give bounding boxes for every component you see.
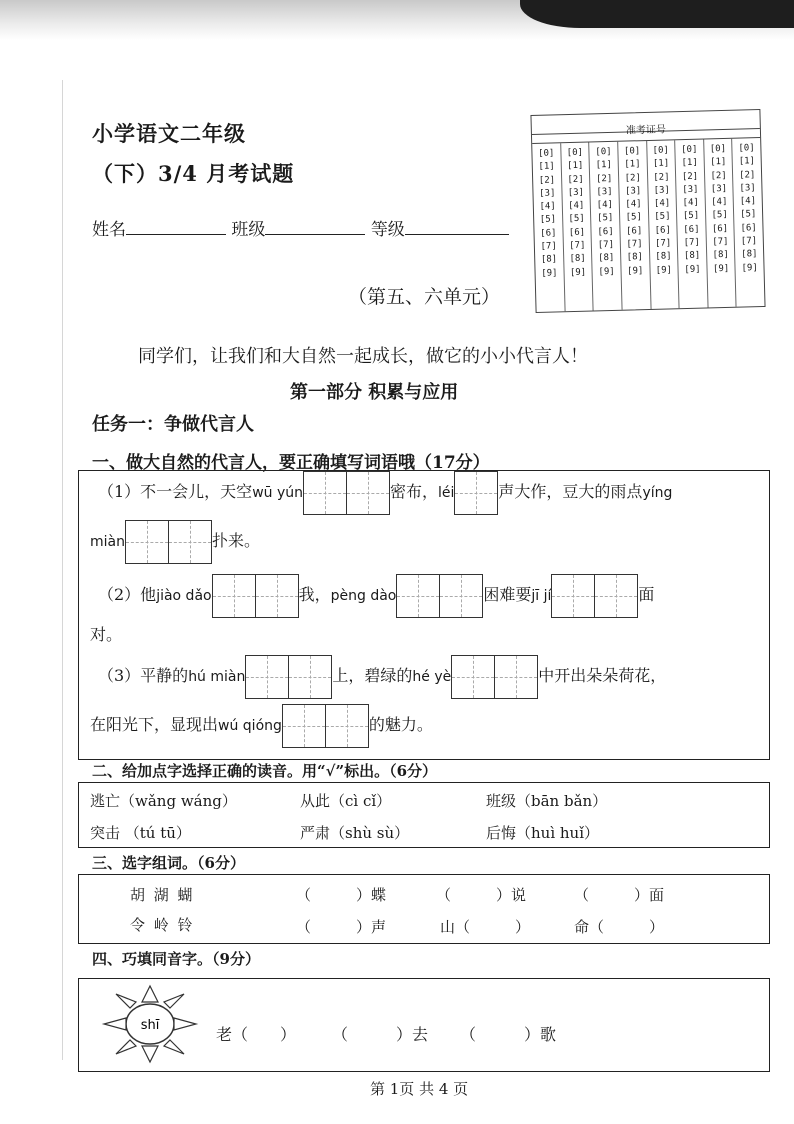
- q1-line-6: 在阳光下，显现出wú qióng 的魅力。: [90, 703, 433, 748]
- part-heading: 第一部分 积累与应用: [290, 382, 459, 403]
- grade-blank[interactable]: [405, 218, 509, 235]
- exam-id-digit[interactable]: [6]: [597, 226, 614, 238]
- exam-id-digit[interactable]: [9]: [741, 262, 758, 274]
- exam-id-digit[interactable]: [8]: [683, 251, 701, 262]
- exam-id-digit[interactable]: [4]: [539, 201, 556, 213]
- paper-edge: [62, 80, 63, 1060]
- exam-id-digit[interactable]: [5]: [596, 213, 614, 224]
- exam-id-digit[interactable]: [3]: [653, 185, 671, 196]
- exam-id-column[interactable]: [532, 143, 565, 312]
- exam-id-digit[interactable]: [9]: [655, 265, 673, 276]
- sun-icon: [100, 982, 200, 1066]
- exam-id-digit[interactable]: [1]: [710, 157, 727, 168]
- task-heading: 任务一：争做代言人: [92, 414, 254, 435]
- exam-id-digit[interactable]: [8]: [712, 250, 730, 261]
- exam-id-digit[interactable]: [5]: [539, 214, 557, 226]
- q3-blank[interactable]: （ ）面: [574, 886, 665, 904]
- exam-id-digit[interactable]: [3]: [567, 187, 585, 198]
- char-box[interactable]: [551, 574, 595, 618]
- student-info-line: [92, 215, 509, 240]
- exam-id-digit[interactable]: [4]: [625, 199, 642, 210]
- exam-id-digit[interactable]: [1]: [681, 157, 698, 169]
- exam-id-title: 准考证号: [531, 110, 759, 135]
- q1-line-5: （3）平静的hú miàn 上，碧绿的hé yè 中开出朵朵荷花，: [98, 654, 666, 699]
- char-box[interactable]: [303, 471, 347, 515]
- exam-id-digit[interactable]: [2]: [653, 172, 670, 183]
- sun-pinyin: shī: [140, 1018, 160, 1033]
- exam-id-digit[interactable]: [1]: [652, 158, 670, 170]
- exam-id-digit[interactable]: [0]: [623, 146, 641, 157]
- name-label: 姓名: [92, 220, 126, 240]
- exam-id-digit[interactable]: [5]: [740, 209, 757, 221]
- exam-id-digit[interactable]: [8]: [569, 254, 586, 265]
- intro-text: 同学们，让我们和大自然一起成长，做它的小小代言人！: [138, 346, 588, 367]
- exam-id-digit[interactable]: [8]: [598, 253, 615, 264]
- exam-id-digit[interactable]: [2]: [681, 171, 699, 182]
- exam-id-digit[interactable]: [2]: [567, 174, 584, 185]
- char-box[interactable]: [212, 574, 256, 618]
- exam-id-digit[interactable]: [7]: [712, 236, 729, 248]
- page-subtitle: （下）3/4 月考试题: [92, 161, 295, 186]
- q2-item[interactable]: 突击 （tú tū）: [90, 824, 191, 842]
- q1-heading: 一、做大自然的代言人，要正确填写词语哦（17分）: [92, 453, 490, 473]
- exam-id-digit[interactable]: [4]: [596, 200, 614, 211]
- exam-id-digit[interactable]: [6]: [568, 227, 586, 238]
- exam-id-digit[interactable]: [8]: [626, 252, 644, 263]
- q2-item[interactable]: 班级（bān bǎn）: [486, 792, 608, 810]
- char-box[interactable]: [396, 574, 440, 618]
- exam-id-digit[interactable]: [7]: [626, 239, 643, 250]
- exam-id-digit[interactable]: [0]: [595, 146, 612, 158]
- exam-id-digit[interactable]: [3]: [682, 184, 699, 195]
- q3-blank[interactable]: （ ）声: [296, 918, 387, 936]
- exam-id-digit[interactable]: [4]: [711, 197, 728, 208]
- exam-id-digit[interactable]: [2]: [624, 172, 642, 184]
- char-box[interactable]: [282, 704, 326, 748]
- exam-id-digit[interactable]: [9]: [569, 267, 587, 278]
- q3-blank[interactable]: 命（ ）: [574, 918, 665, 936]
- exam-id-digit[interactable]: [8]: [655, 251, 672, 263]
- exam-id-digit[interactable]: [1]: [566, 160, 584, 172]
- q4-blank[interactable]: 老（ ）: [216, 1025, 297, 1044]
- exam-id-column[interactable]: [618, 141, 651, 310]
- char-box[interactable]: [454, 471, 498, 515]
- q2-item[interactable]: 严肃（shù sù）: [300, 824, 410, 842]
- exam-id-grid: [530, 109, 765, 313]
- char-box[interactable]: [595, 574, 638, 618]
- exam-id-column[interactable]: [704, 139, 737, 308]
- exam-id-digit[interactable]: [4]: [568, 200, 585, 212]
- exam-id-column[interactable]: [675, 140, 708, 309]
- class-label: 班级: [231, 220, 266, 240]
- q4-blank[interactable]: （ ）歌: [460, 1025, 557, 1044]
- exam-id-digit[interactable]: [1]: [738, 156, 756, 167]
- exam-id-digit[interactable]: [1]: [538, 161, 555, 173]
- q1-line-4: 对。: [90, 625, 123, 644]
- exam-id-digit[interactable]: [6]: [654, 225, 672, 236]
- exam-id-digit[interactable]: [6]: [683, 224, 700, 235]
- exam-id-digit[interactable]: [8]: [741, 249, 758, 260]
- exam-id-digit[interactable]: [3]: [710, 183, 728, 195]
- char-box[interactable]: [169, 520, 212, 564]
- q2-item[interactable]: 逃亡（wǎng wáng）: [90, 792, 237, 810]
- exam-id-digit[interactable]: [5]: [682, 211, 700, 222]
- exam-id-columns: [532, 138, 764, 312]
- exam-id-digit[interactable]: [6]: [540, 228, 557, 239]
- q3-blank[interactable]: 山（ ）: [440, 918, 531, 936]
- exam-id-digit[interactable]: [5]: [625, 212, 643, 224]
- page-title: 小学语文二年级: [92, 121, 246, 146]
- exam-id-digit[interactable]: [7]: [540, 241, 557, 252]
- exam-id-digit[interactable]: [3]: [624, 186, 642, 197]
- page-footer: 第 1页 共 4 页: [370, 1080, 469, 1098]
- grade-label: 等级: [370, 220, 405, 240]
- exam-id-digit[interactable]: [0]: [538, 148, 555, 159]
- char-box[interactable]: [289, 655, 332, 699]
- q1-line-2: miàn 扑来。: [90, 519, 260, 564]
- exam-id-digit[interactable]: [9]: [541, 268, 558, 279]
- exam-id-digit[interactable]: [5]: [568, 214, 585, 225]
- exam-id-digit[interactable]: [2]: [739, 169, 756, 181]
- char-box[interactable]: [125, 520, 169, 564]
- exam-id-digit[interactable]: [1]: [624, 159, 641, 170]
- exam-id-digit[interactable]: [2]: [710, 170, 727, 181]
- q4-heading: 四、巧填同音字。（9分）: [92, 950, 260, 968]
- q4-blank[interactable]: （ ）去: [332, 1025, 429, 1044]
- char-box[interactable]: [451, 655, 495, 699]
- exam-id-column[interactable]: [647, 140, 680, 309]
- exam-id-column[interactable]: [561, 143, 594, 312]
- exam-id-digit[interactable]: [9]: [598, 266, 615, 277]
- char-box[interactable]: [256, 574, 299, 618]
- exam-id-digit[interactable]: [4]: [653, 198, 671, 210]
- exam-id-digit[interactable]: [2]: [538, 175, 556, 186]
- exam-id-digit[interactable]: [0]: [681, 144, 698, 156]
- exam-id-digit[interactable]: [0]: [652, 145, 669, 156]
- exam-id-digit[interactable]: [6]: [711, 223, 729, 235]
- exam-id-column[interactable]: [733, 138, 765, 307]
- char-box[interactable]: [347, 471, 390, 515]
- q2-item[interactable]: 从此（cì cǐ）: [300, 792, 392, 810]
- exam-id-digit[interactable]: [9]: [684, 264, 701, 275]
- exam-id-digit[interactable]: [6]: [625, 225, 643, 237]
- scan-dark-corner: [520, 0, 794, 28]
- char-box[interactable]: [245, 655, 289, 699]
- exam-id-digit[interactable]: [0]: [738, 143, 755, 154]
- exam-id-digit[interactable]: [9]: [712, 263, 730, 274]
- exam-id-digit[interactable]: [4]: [682, 197, 699, 209]
- class-blank[interactable]: [265, 218, 365, 235]
- exam-id-digit[interactable]: [5]: [711, 210, 728, 221]
- exam-id-digit[interactable]: [3]: [596, 186, 613, 198]
- exam-id-digit[interactable]: [7]: [597, 239, 615, 251]
- exam-id-digit[interactable]: [7]: [654, 238, 672, 249]
- unit-label: （第五、六单元）: [348, 286, 501, 308]
- exam-id-digit[interactable]: [7]: [569, 240, 586, 252]
- exam-id-digit[interactable]: [4]: [739, 196, 757, 207]
- exam-id-digit[interactable]: [2]: [595, 173, 613, 184]
- exam-id-digit[interactable]: [0]: [566, 147, 584, 159]
- q2-item[interactable]: 后悔（huì huǐ）: [486, 824, 600, 842]
- exam-id-digit[interactable]: [0]: [709, 143, 727, 155]
- q1-line-3: （2）他jiào dǎo 我，pèng dào 困难要jī jí 面: [98, 573, 654, 618]
- q3-blank[interactable]: （ ）蝶: [296, 886, 387, 904]
- char-box[interactable]: [440, 574, 483, 618]
- char-box[interactable]: [495, 655, 538, 699]
- exam-id-digit[interactable]: [3]: [539, 188, 556, 199]
- exam-id-digit[interactable]: [8]: [540, 254, 558, 266]
- q3-chars-row1: 胡 湖 蝴: [130, 886, 195, 904]
- name-blank[interactable]: [126, 218, 226, 235]
- q2-heading: 二、给加点字选择正确的读音。用“√”标出。（6分）: [92, 762, 438, 780]
- exam-id-digit[interactable]: [6]: [740, 222, 757, 234]
- q1-line-1: （1）不一会儿，天空wū yún 密布，léi 声大作，豆大的雨点yíng: [98, 470, 672, 515]
- q3-heading: 三、选字组词。（6分）: [92, 854, 245, 872]
- exam-id-digit[interactable]: [1]: [595, 160, 613, 171]
- char-box[interactable]: [326, 704, 369, 748]
- exam-id-digit[interactable]: [3]: [739, 183, 756, 194]
- exam-id-digit[interactable]: [9]: [626, 265, 644, 277]
- exam-id-digit[interactable]: [7]: [683, 237, 701, 249]
- q3-chars-row2: 令 岭 铃: [130, 916, 195, 934]
- q3-blank[interactable]: （ ）说: [436, 886, 527, 904]
- exam-id-digit[interactable]: [7]: [740, 236, 758, 247]
- exam-id-digit[interactable]: [5]: [654, 211, 671, 223]
- exam-id-column[interactable]: [589, 142, 622, 311]
